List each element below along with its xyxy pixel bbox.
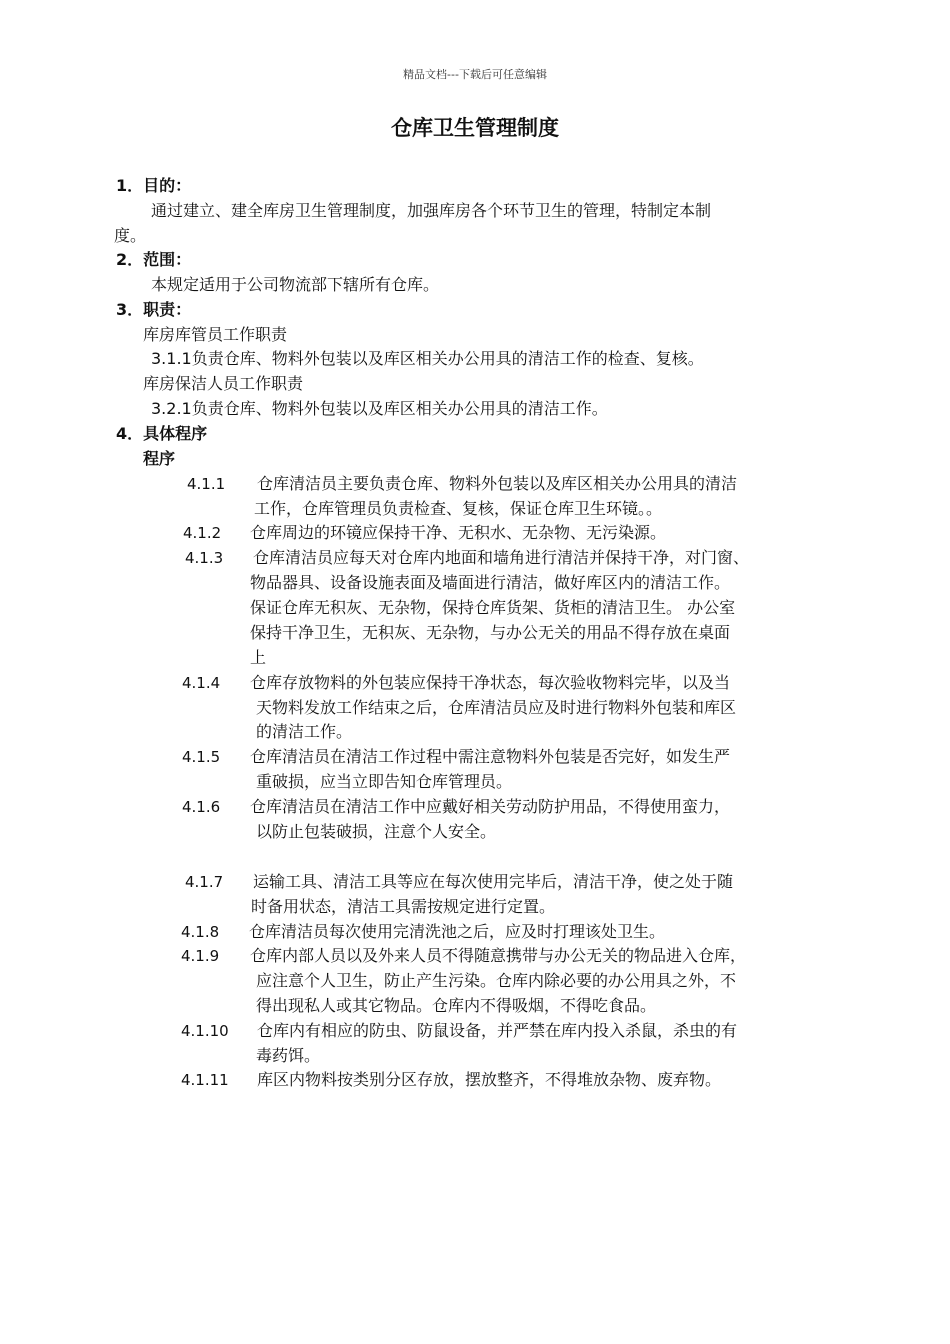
role2-title: 库房保洁人员工作职责 [143, 374, 304, 393]
role2-item: 3.2.1负责仓库、物料外包装以及库区相关办公用具的清洁工作。 [151, 399, 608, 418]
item-line: 上 [250, 648, 267, 667]
item-line: 天物料发放工作结束之后，仓库清洁员应及时进行物料外包装和库区 [256, 698, 737, 717]
item-line: 仓库周边的环镜应保持干净、无积水、无杂物、无污染源。 [250, 523, 667, 542]
item-line: 仓库内有相应的防虫、防鼠设备，并严禁在库内投入杀鼠，杀虫的有 [257, 1021, 738, 1040]
item-number: 4.1.3 [185, 549, 224, 567]
item-line: 仓库存放物料的外包装应保持干净状态，每次验收物料完毕，以及当 [250, 673, 731, 692]
item-number: 4.1.1 [187, 475, 226, 493]
item-line: 仓库清洁员在清洁工作过程中需注意物料外包装是否完好，如发生严 [250, 747, 731, 766]
item-number: 4.1.5 [182, 748, 221, 766]
item-line: 重破损，应当立即告知仓库管理员。 [256, 772, 513, 791]
item-line: 工作，仓库管理员负责检查、复核，保证仓库卫生环镜。。 [254, 499, 663, 518]
item-line: 运输工具、清洁工具等应在每次使用完毕后，清洁干净，使之处于随 [253, 872, 734, 891]
item-line: 毒药饵。 [256, 1046, 321, 1065]
section1-heading: 1．目的： [116, 176, 192, 195]
section2-heading: 2．范围： [116, 250, 192, 269]
item-line: 仓库清洁员每次使用完清洗池之后，应及时打理该处卫生。 [249, 922, 666, 941]
item-line: 的清洁工作。 [256, 722, 353, 741]
item-number: 4.1.2 [183, 524, 222, 542]
item-number: 4.1.4 [182, 674, 221, 692]
item-number: 4.1.6 [182, 798, 221, 816]
item-number: 4.1.7 [185, 873, 224, 891]
item-line: 仓库清洁员主要负责仓库、物料外包装以及库区相关办公用具的清洁 [257, 474, 738, 493]
item-line: 时备用状态，清洁工具需按规定进行定置。 [251, 897, 556, 916]
item-number: 4.1.11 [181, 1071, 229, 1089]
item-line: 以防止包装破损，注意个人安全。 [256, 822, 497, 841]
item-number: 4.1.10 [181, 1022, 229, 1040]
item-line: 仓库清洁员应每天对仓库内地面和墙角进行清洁并保持干净，对门窗、 [253, 548, 750, 567]
item-line: 保证仓库无积灰、无杂物，保持仓库货架、货柜的清洁卫生。 办公室 [250, 598, 736, 617]
item-line: 仓库内部人员以及外来人员不得随意携带与办公无关的物品进入仓库， [250, 946, 747, 965]
item-line: 库区内物料按类别分区存放，摆放整齐，不得堆放杂物、废弃物。 [257, 1070, 722, 1089]
section3-heading: 3．职责： [116, 300, 192, 319]
item-number: 4.1.9 [181, 947, 220, 965]
section1-text-line1: 通过建立、建全库房卫生管理制度，加强库房各个环节卫生的管理，特制定本制 [151, 201, 712, 220]
item-line: 物品器具、设备设施表面及墙面进行清洁，做好库区内的清洁工作。 [250, 573, 731, 592]
item-number: 4.1.8 [181, 923, 220, 941]
item-line: 应注意个人卫生，防止产生污染。仓库内除必要的办公用具之外，不 [256, 971, 737, 990]
section1-text-line2: 度。 [114, 226, 147, 245]
section4-subheading: 程序 [143, 449, 176, 468]
header-note: 精品文档---下载后可任意编辑 [403, 68, 547, 81]
item-line: 得出现私人或其它物品。仓库内不得吸烟，不得吃食品。 [256, 996, 657, 1015]
item-line: 仓库清洁员在清洁工作中应戴好相关劳动防护用品，不得使用蛮力， [250, 797, 731, 816]
page-title: 仓库卫生管理制度 [391, 116, 559, 140]
role1-item: 3.1.1负责仓库、物料外包装以及库区相关办公用具的清洁工作的检查、复核。 [151, 349, 704, 368]
section4-heading: 4．具体程序 [116, 424, 208, 443]
section2-text: 本规定适用于公司物流部下辖所有仓库。 [151, 275, 440, 294]
item-line: 保持干净卫生，无积灰、无杂物，与办公无关的用品不得存放在桌面 [250, 623, 731, 642]
role1-title: 库房库管员工作职责 [143, 325, 288, 344]
